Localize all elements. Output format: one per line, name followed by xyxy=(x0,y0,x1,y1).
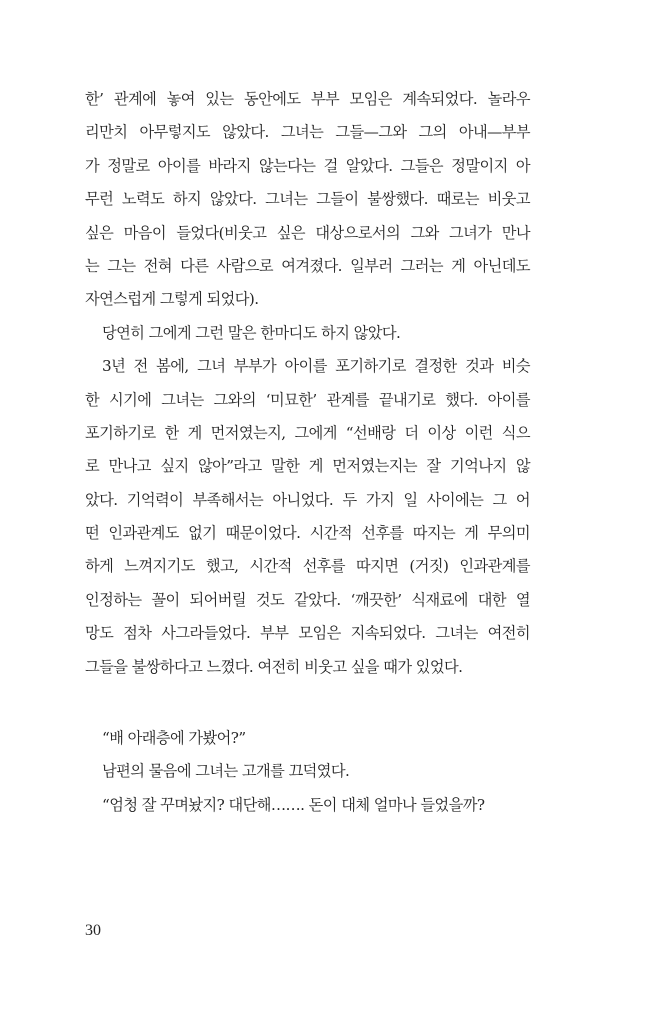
text-line: 인정하는 꼴이 되어버릴 것도 같았다. ‘깨끗한’ 식재료에 대한 열 xyxy=(85,590,530,609)
text-line: 리만치 아무렇지도 않았다. 그녀는 그들—그와 그의 아내—부부 xyxy=(85,123,530,142)
text-line: 3년 전 봄에, 그녀 부부가 아이를 포기하기로 결정한 것과 비슷 xyxy=(102,357,530,376)
page-number: 30 xyxy=(85,922,101,939)
paragraph-3 xyxy=(85,350,530,684)
text-line: 싶은 마음이 들었다(비웃고 싶은 대상으로서의 그와 그녀가 만나 xyxy=(85,223,530,242)
text-line: 떤 인과관계도 없기 때문이었다. 시간적 선후를 따지는 게 무의미 xyxy=(85,524,530,543)
text-line: 포기하기로 한 게 먼저였는지, 그에게 “선배랑 더 이상 이런 식으 xyxy=(85,423,530,442)
text-line: 그들을 불쌍하다고 느꼈다. 여전히 비웃고 싶을 때가 있었다. xyxy=(85,657,463,676)
dialogue-section xyxy=(85,722,530,822)
section-break xyxy=(85,684,530,722)
text-line: 가 정말로 아이를 바라지 않는다는 걸 알았다. 그들은 정말이지 아 xyxy=(85,156,530,175)
dialogue-line: “엄청 잘 꾸며놨지? 대단해……. 돈이 대체 얼마나 들었을까? xyxy=(102,795,485,814)
text-line: 로 만나고 싶지 않아”라고 말한 게 먼저였는지는 잘 기억나지 않 xyxy=(85,457,530,476)
dialogue-line: “배 아래층에 가봤어?” xyxy=(102,729,246,748)
paragraph-2 xyxy=(85,317,530,350)
text-line: 았다. 기억력이 부족해서는 아니었다. 두 가지 일 사이에는 그 어 xyxy=(85,490,530,509)
text-line: 하게 느껴지기도 했고, 시간적 선후를 따지면 (거짓) 인과관계를 xyxy=(85,557,530,576)
text-line: 한 시기에 그녀는 그와의 ‘미묘한’ 관계를 끝내기로 했다. 아이를 xyxy=(85,390,530,409)
text-line: 무런 노력도 하지 않았다. 그녀는 그들이 불쌍했다. 때로는 비웃고 xyxy=(85,190,530,209)
paragraph-1 xyxy=(85,83,530,317)
text-line: 망도 점차 사그라들었다. 부부 모임은 지속되었다. 그녀는 여전히 xyxy=(85,624,530,643)
body-text xyxy=(85,83,530,822)
text-line: 한’ 관계에 놓여 있는 동안에도 부부 모임은 계속되었다. 놀라우 xyxy=(85,90,530,108)
text-line: 당연히 그에게 그런 말은 한마디도 하지 않았다. xyxy=(102,323,401,342)
text-line: 자연스럽게 그렇게 되었다). xyxy=(85,290,259,309)
narration-line: 남편의 물음에 그녀는 고개를 끄덕였다. xyxy=(102,762,350,781)
text-line: 는 그는 전혀 다른 사람으로 여겨졌다. 일부러 그러는 게 아닌데도 xyxy=(85,256,530,275)
